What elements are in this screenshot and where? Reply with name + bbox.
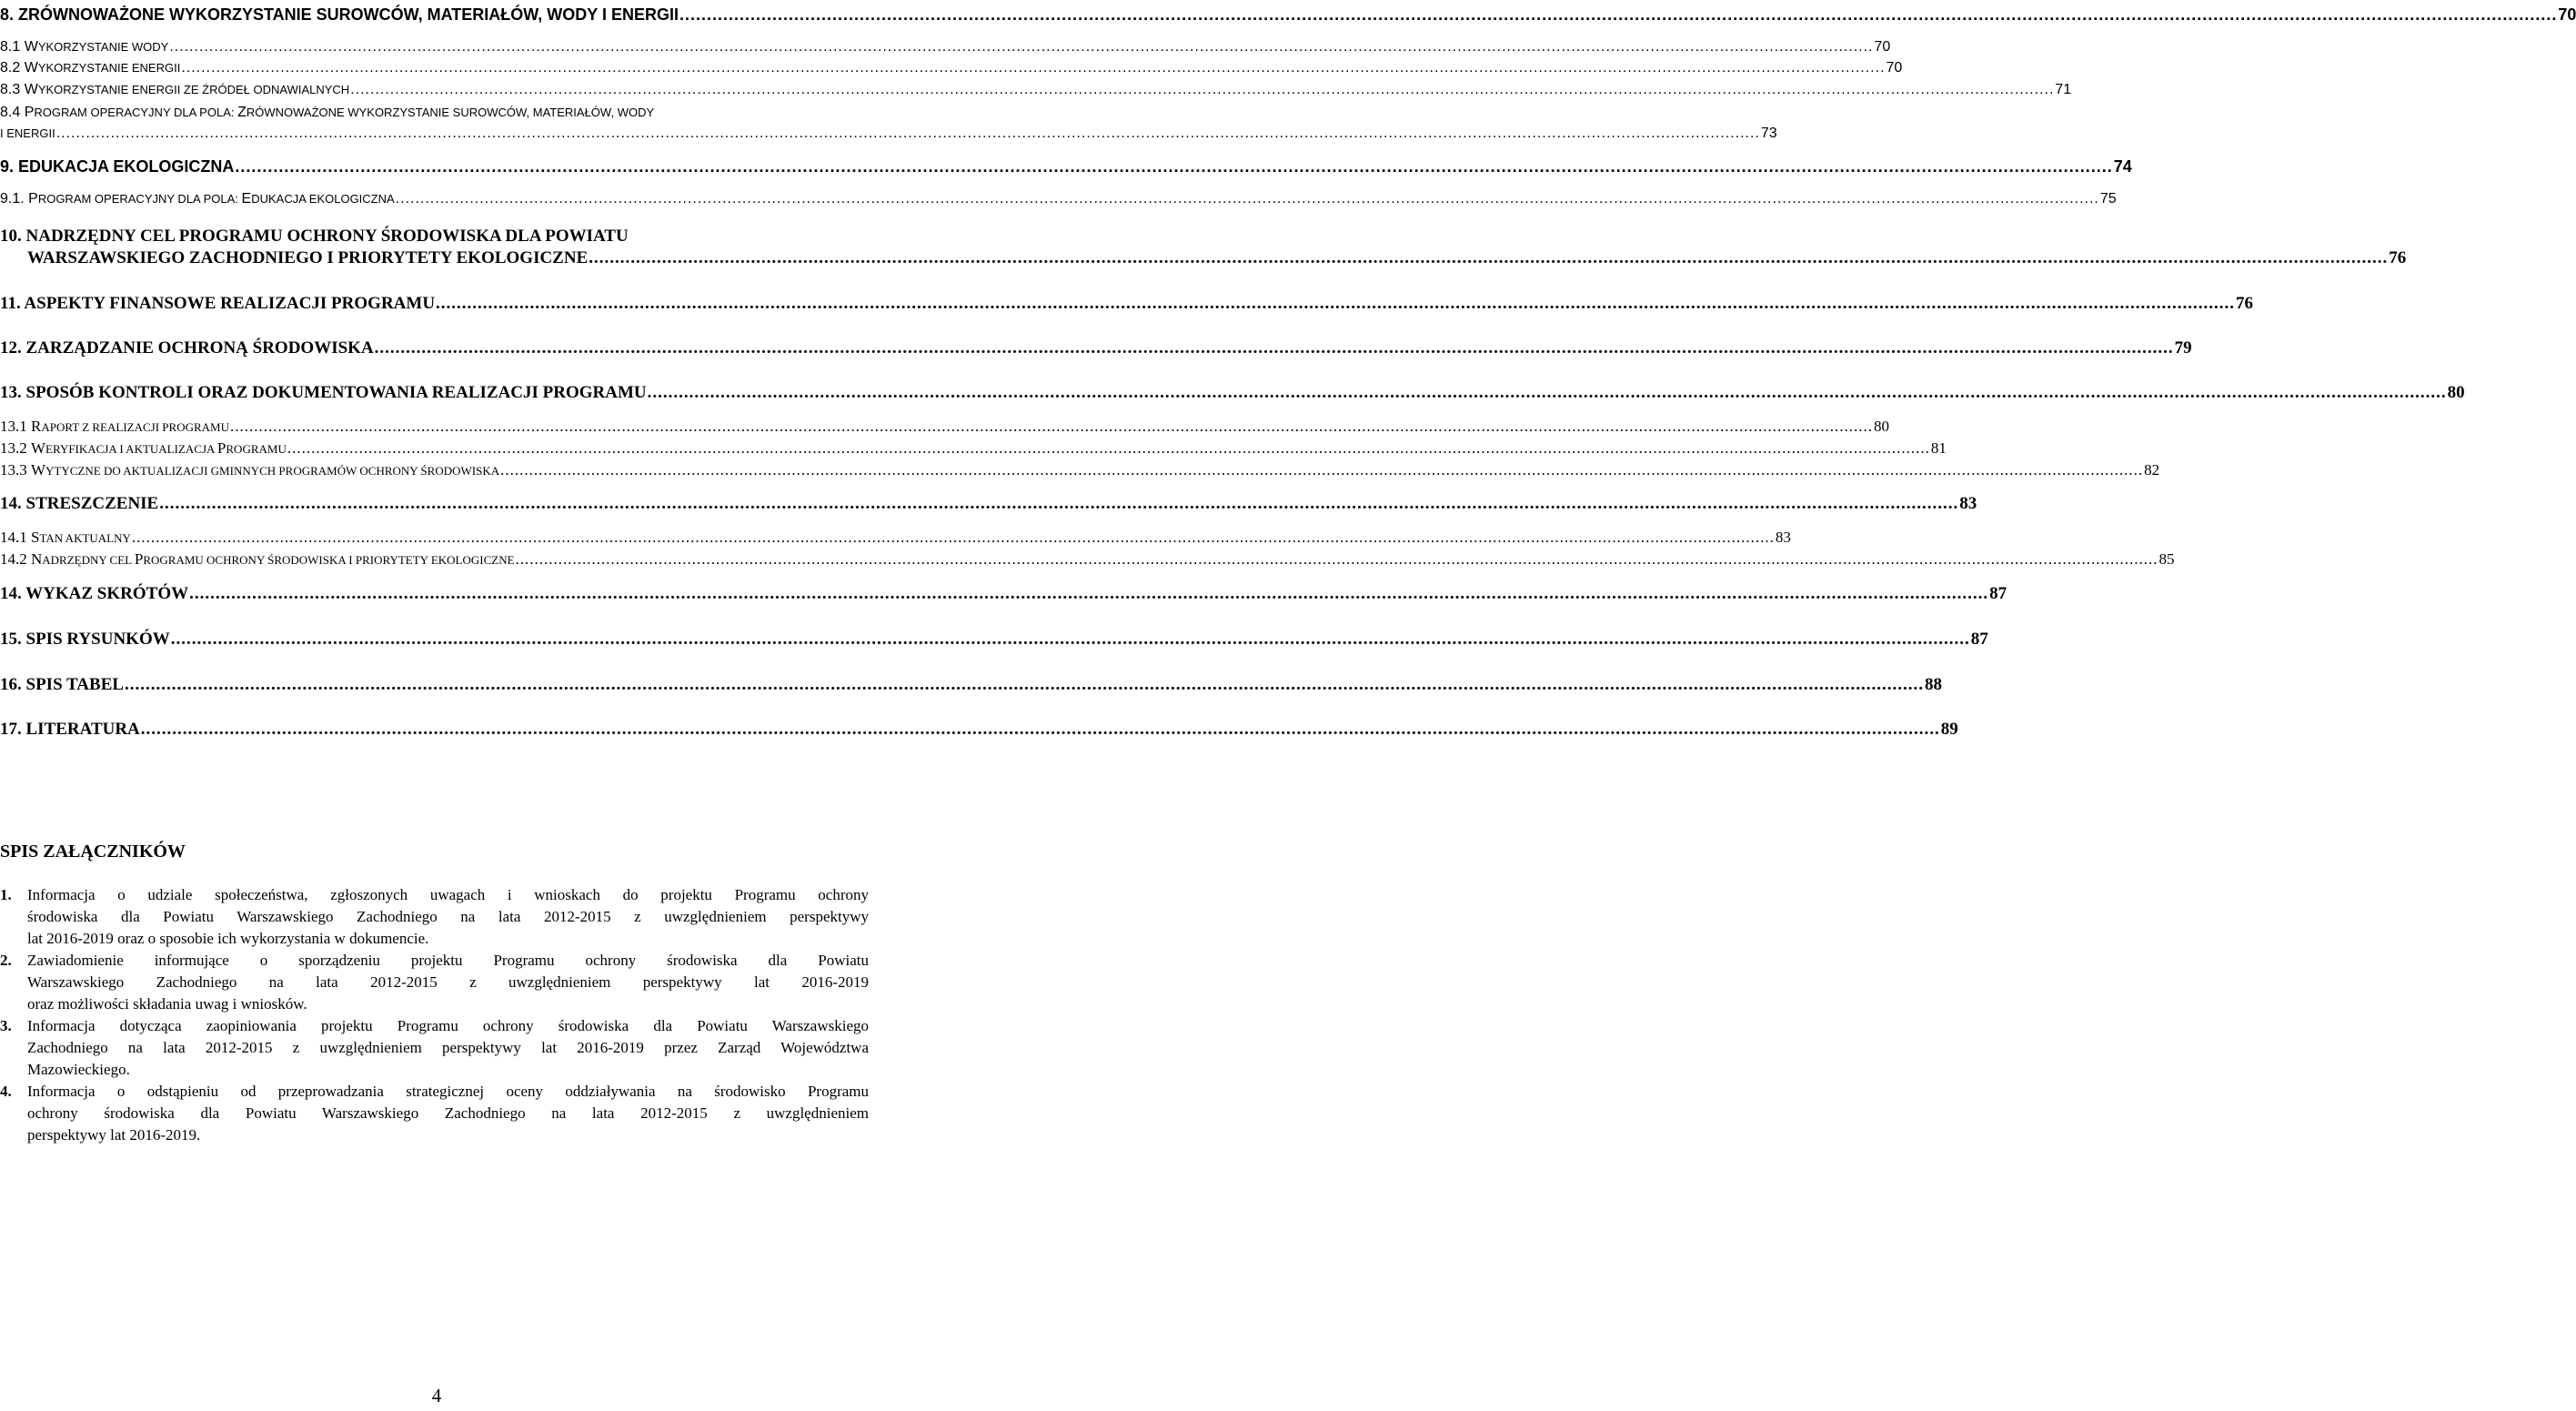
- toc-page: 81: [1930, 439, 1947, 457]
- toc-entry-16[interactable]: [0, 675, 1943, 695]
- toc-title: 15. SPIS RYSUNKÓW: [0, 630, 170, 649]
- toc-entry-10[interactable]: 10. NADRZĘDNY CEL PROGRAMU OCHRONY ŚRODOWISKA DLA POWIATU: [0, 227, 629, 246]
- toc-page: 70: [2558, 5, 2576, 24]
- toc-entry-14b[interactable]: [0, 584, 2007, 604]
- toc-title: I ENERGII: [0, 126, 55, 140]
- toc-entry-9[interactable]: [0, 157, 2132, 176]
- attachment-text-line: Informacja dotycząca zaopiniowania projektu Programu ochrony środowiska dla Powiatu Warszawskiego: [27, 1017, 869, 1034]
- toc-leader: [395, 191, 2100, 207]
- toc-title: 14. STRESZCZENIE: [0, 494, 159, 513]
- toc-entry-13-1[interactable]: [0, 418, 1889, 436]
- toc-leader: [124, 675, 1925, 695]
- attachment-text-line: Zachodniego na lata 2012-2015 z uwzględnieniem perspektywy lat 2016-2019 przez Zarząd Województwa: [27, 1039, 869, 1056]
- toc-title: 14.1 STAN AKTUALNY: [0, 529, 131, 546]
- toc-leader: [168, 39, 1874, 55]
- toc-leader: [229, 418, 1874, 436]
- toc-page: 79: [2174, 338, 2192, 358]
- toc-leader: [188, 584, 1989, 604]
- toc-leader: [647, 383, 2448, 403]
- attachment-item-3: [0, 1015, 869, 1081]
- toc-leader: [374, 338, 2175, 358]
- toc-leader: [158, 494, 1959, 514]
- toc-page: 70: [1886, 60, 1903, 76]
- toc-leader: [588, 248, 2389, 268]
- toc-entry-8-4[interactable]: 8.4 PROGRAM OPERACYJNY DLA POLA: ZRÓWNOWAŻONE WYKORZYSTANIE SUROWCÓW, MATERIAŁÓW, WODY: [0, 105, 655, 120]
- toc-title: 13.2 WERYFIKACJA I AKTUALIZACJA PROGRAMU: [0, 439, 287, 457]
- toc-title: 11. ASPEKTY FINANSOWE REALIZACJI PROGRAMU: [0, 294, 436, 313]
- attachment-text-line: Informacja o udziale społeczeństwa, zgłoszonych uwagach i wnioskach do projektu Programu ochrony: [27, 886, 869, 903]
- toc-leader: [679, 5, 2558, 25]
- toc-title: 14. WYKAZ SKRÓTÓW: [0, 584, 189, 603]
- toc-title: 8.2 WYKORZYSTANIE ENERGII: [0, 60, 181, 76]
- toc-page: 76: [2389, 248, 2407, 267]
- toc-entry-11[interactable]: [0, 294, 2254, 314]
- toc-entry-14-1[interactable]: [0, 529, 1791, 547]
- toc-entry-8-3[interactable]: [0, 82, 2072, 98]
- toc-leader: [234, 157, 2113, 176]
- toc-page: 75: [2099, 191, 2117, 207]
- toc-leader: [435, 294, 2236, 314]
- attachment-text-line: Warszawskiego Zachodniego na lata 2012-2015 z uwzględnieniem perspektywy lat 2016-2019: [27, 973, 869, 991]
- toc-title: 8.3 WYKORZYSTANIE ENERGII ZE ŹRÓDEŁ ODNAWIALNYCH: [0, 82, 350, 97]
- toc-title: 9. EDUKACJA EKOLOGICZNA: [0, 157, 235, 176]
- toc-page: 74: [2113, 157, 2132, 176]
- toc-title: 9.1. PROGRAM OPERACYJNY DLA POLA: EDUKACJA EKOLOGICZNA: [0, 191, 395, 207]
- toc-title: 8. ZRÓWNOWAŻONE WYKORZYSTANIE SUROWCÓW, MATERIAŁÓW, WODY I ENERGII: [0, 5, 679, 24]
- toc-page: 71: [2055, 82, 2072, 97]
- attachment-number: 4.: [0, 1083, 12, 1100]
- attachment-number: 2.: [0, 952, 12, 969]
- attachment-text-line: Informacja o odstąpieniu od przeprowadzania strategicznej oceny oddziaływania na środowisko Programu: [27, 1083, 869, 1100]
- toc-title: 12. ZARZĄDZANIE OCHRONĄ ŚRODOWISKA: [0, 338, 374, 358]
- toc-title: 8.1 WYKORZYSTANIE WODY: [0, 39, 169, 55]
- toc-page: 85: [2158, 550, 2175, 568]
- toc-entry-8[interactable]: [0, 5, 2576, 25]
- toc-leader: [170, 630, 1971, 650]
- toc-page: 83: [1775, 529, 1791, 546]
- attachment-number: 3.: [0, 1017, 12, 1034]
- toc-page: 80: [2447, 383, 2465, 402]
- attachment-list: [0, 884, 869, 1146]
- toc-leader: [55, 126, 1761, 142]
- toc-page: 89: [1940, 720, 1958, 739]
- attachment-text-line: Mazowieckiego.: [27, 1061, 130, 1078]
- page-number: 4: [431, 1385, 442, 1406]
- toc-entry-10-cont[interactable]: [27, 248, 2407, 268]
- attachment-text-line: lat 2016-2019 oraz o sposobie ich wykorzystania w dokumencie.: [27, 930, 429, 947]
- attachment-text-line: Zawiadomienie informujące o sporządzeniu projektu Programu ochrony środowiska dla Powiatu: [27, 952, 869, 969]
- toc-page: 87: [1970, 630, 1988, 649]
- toc-entry-15[interactable]: [0, 630, 1988, 650]
- toc-title: 17. LITERATURA: [0, 720, 140, 739]
- toc-entry-13-3[interactable]: [0, 461, 2160, 479]
- attachment-number: 1.: [0, 886, 12, 903]
- toc-leader: [131, 529, 1776, 547]
- toc-entry-14-2[interactable]: [0, 550, 2175, 569]
- toc-page: 82: [2144, 461, 2160, 479]
- toc-title: 13. SPOSÓB KONTROLI ORAZ DOKUMENTOWANIA REALIZACJI PROGRAMU: [0, 383, 647, 402]
- attachment-text-line: środowiska dla Powiatu Warszawskiego Zachodniego na lata 2012-2015 z uwzględnieniem perspektywy: [27, 908, 869, 925]
- toc-page: 70: [1874, 39, 1891, 55]
- toc-entry-13[interactable]: [0, 383, 2465, 403]
- attachment-text-line: perspektywy lat 2016-2019.: [27, 1126, 201, 1144]
- toc-title: 16. SPIS TABEL: [0, 675, 125, 694]
- toc-page: 88: [1925, 675, 1943, 694]
- toc-title: 13.3 WYTYCZNE DO AKTUALIZACJI GMINNYCH PROGRAMÓW OCHRONY ŚRODOWISKA: [0, 461, 500, 479]
- attachment-text-line: oraz możliwości składania uwag i wniosków.: [27, 995, 307, 1013]
- toc-leader: [287, 439, 1931, 458]
- toc-entry-8-4-cont[interactable]: [0, 126, 1777, 142]
- toc-leader: [349, 82, 2055, 98]
- toc-page: 87: [1989, 584, 2007, 603]
- toc-page: 80: [1873, 418, 1889, 435]
- toc-page: 73: [1760, 126, 1777, 141]
- toc-leader: [499, 461, 2144, 479]
- attachments-heading: SPIS ZAŁĄCZNIKÓW: [0, 842, 186, 862]
- toc-entry-14[interactable]: [0, 494, 1977, 514]
- toc-leader: [180, 60, 1886, 76]
- attachment-text-line: ochrony środowiska dla Powiatu Warszawskiego Zachodniego na lata 2012-2015 z uwzględnieniem: [27, 1104, 869, 1122]
- toc-title: 14.2 NADRZĘDNY CEL PROGRAMU OCHRONY ŚRODOWISKA I PRIORYTETY EKOLOGICZNE: [0, 550, 515, 568]
- attachment-item-1: [0, 884, 869, 950]
- toc-entry-9-1[interactable]: [0, 191, 2117, 207]
- attachment-item-4: [0, 1081, 869, 1146]
- toc-entry-12[interactable]: [0, 338, 2192, 358]
- toc-entry-8-1[interactable]: [0, 39, 1891, 55]
- toc-entry-8-2[interactable]: [0, 60, 1903, 76]
- toc-leader: [515, 550, 2159, 569]
- toc-entry-13-2[interactable]: [0, 439, 1947, 458]
- toc-entry-17[interactable]: [0, 720, 1958, 740]
- toc-title: WARSZAWSKIEGO ZACHODNIEGO I PRIORYTETY EKOLOGICZNE: [27, 248, 589, 267]
- toc-page: 83: [1959, 494, 1977, 513]
- toc-title: 13.1 RAPORT Z REALIZACJI PROGRAMU: [0, 418, 229, 435]
- toc-leader: [140, 720, 1941, 740]
- attachment-item-2: [0, 950, 869, 1015]
- toc-page: 76: [2236, 294, 2254, 313]
